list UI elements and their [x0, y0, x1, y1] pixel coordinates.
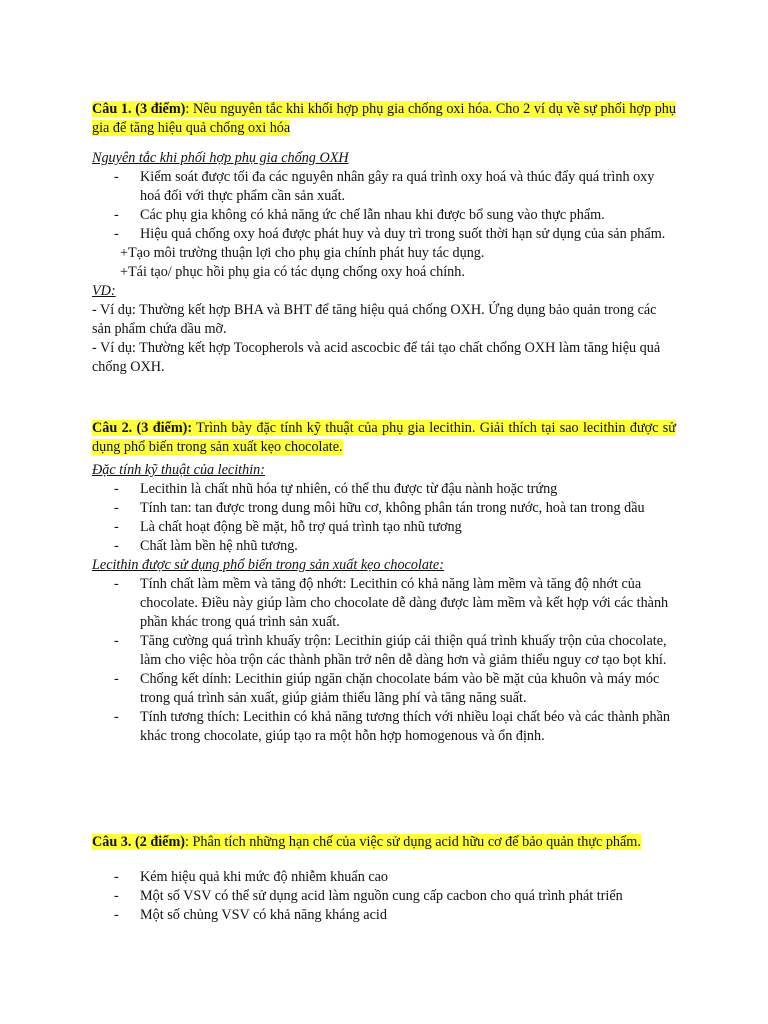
list-item: - Kém hiệu quả khi mức độ nhiễm khuẩn cao	[114, 869, 389, 885]
list-item: - Một số VSV có thể sử dụng acid làm nguồn cung cấp cacbon cho quá trình phát triển	[114, 888, 623, 904]
list-item: - Tính tương thích: Lecithin có khả năng tương thích với nhiều loại chất béo và các thành phần khác trong chocolate, giúp tạo ra một hỗn hợp homogenous và ổn định.	[114, 709, 670, 744]
question-2	[92, 419, 676, 746]
list-item: - Chống kết dính: Lecithin giúp ngăn chặn chocolate bám vào bề mặt của khuôn và máy móc trong quá trình sản xuất, giúp giảm thiểu lãng phí và tăng năng suất.	[114, 671, 660, 706]
question-1-label: Câu 1. (3 điểm)	[92, 101, 186, 117]
list-item: - Các phụ gia không có khả năng ức chế lẫn nhau khi được bổ sung vào thực phẩm.	[114, 207, 605, 223]
list-item: - Lecithin là chất nhũ hóa tự nhiên, có thể thu được từ đậu nành hoặc trứng	[114, 481, 558, 497]
question-2-subheading-2: Lecithin được sử dụng phổ biến trong sản xuất kẹo chocolate:	[92, 557, 444, 573]
list-item: - Chất làm bền hệ nhũ tương.	[114, 538, 298, 554]
list-item: - Một số chủng VSV có khả năng kháng acid	[114, 907, 387, 923]
question-3-label: Câu 3. (2 điểm)	[92, 834, 186, 850]
plus-item: +Tái tạo/ phục hồi phụ gia có tác dụng chống oxy hoá chính.	[120, 264, 465, 280]
list-item: - Tính tan: tan được trong dung môi hữu cơ, không phân tán trong nước, hoà tan trong dầu	[114, 500, 645, 516]
question-3-heading	[92, 833, 676, 852]
example-paragraph: - Ví dụ: Thường kết hợp BHA và BHT để tăng hiệu quả chống OXH. Ứng dụng bảo quản trong các sản phẩm chứa dầu mỡ.	[92, 302, 657, 337]
list-item: - Hiệu quả chống oxy hoá được phát huy và duy trì trong suốt thời hạn sử dụng của sản phẩm.	[114, 226, 666, 242]
question-2-list-2	[92, 575, 676, 746]
list-item: - Kiểm soát được tối đa các nguyên nhân gây ra quá trình oxy hoá và thúc đẩy quá trình oxy hoá đối với thực phẩm cần sản xuất.	[114, 169, 655, 204]
list-item: - Là chất hoạt động bề mặt, hỗ trợ quá trình tạo nhũ tương	[114, 519, 462, 535]
question-3-list	[92, 868, 676, 925]
question-3	[92, 833, 676, 925]
plus-item: +Tạo môi trường thuận lợi cho phụ gia chính phát huy tác dụng.	[120, 245, 485, 261]
list-item: - Tăng cường quá trình khuấy trộn: Lecithin giúp cải thiện quá trình khuấy trộn của chocolate, làm cho việc hòa trộn các thành phần trở nên dễ dàng hơn và giảm thiểu nguy cơ tạo bọt khí.	[114, 633, 667, 668]
example-label: VD:	[92, 283, 116, 299]
question-1-list	[92, 168, 676, 244]
question-1-subheading: Nguyên tắc khi phối hợp phụ gia chống OXH	[92, 150, 349, 166]
question-1-text: : Nêu nguyên tắc khi khối hợp phụ gia chống oxi hóa. Cho 2 ví dụ về sự phối hợp phụ gia để tăng hiệu quả chống oxi hóa	[92, 101, 676, 136]
question-2-heading	[92, 419, 676, 457]
question-1	[92, 100, 676, 377]
question-3-text: : Phân tích những hạn chế của việc sử dụng acid hữu cơ để bảo quản thực phẩm.	[185, 834, 641, 850]
question-1-heading	[92, 100, 676, 138]
question-2-subheading-1: Đặc tính kỹ thuật của lecithin:	[92, 462, 265, 478]
list-item: - Tính chất làm mềm và tăng độ nhớt: Lecithin có khả năng làm mềm và tăng độ nhớt của chocolate. Điều này giúp làm cho chocolate dễ dàng được làm mềm và kết hợp với các thành phần khác trong quá trình sản xuất.	[114, 576, 669, 630]
question-2-text: Trình bày đặc tính kỹ thuật của phụ gia lecithin. Giải thích tại sao lecithin được sử dụng phổ biến trong sản xuất kẹo chocolate.	[92, 420, 676, 455]
example-paragraph: - Ví dụ: Thường kết hợp Tocopherols và acid ascocbic để tái tạo chất chống OXH làm tăng hiệu quả chống OXH.	[92, 340, 661, 375]
question-2-label: Câu 2. (3 điểm):	[92, 420, 193, 436]
question-2-list-1	[92, 480, 676, 556]
